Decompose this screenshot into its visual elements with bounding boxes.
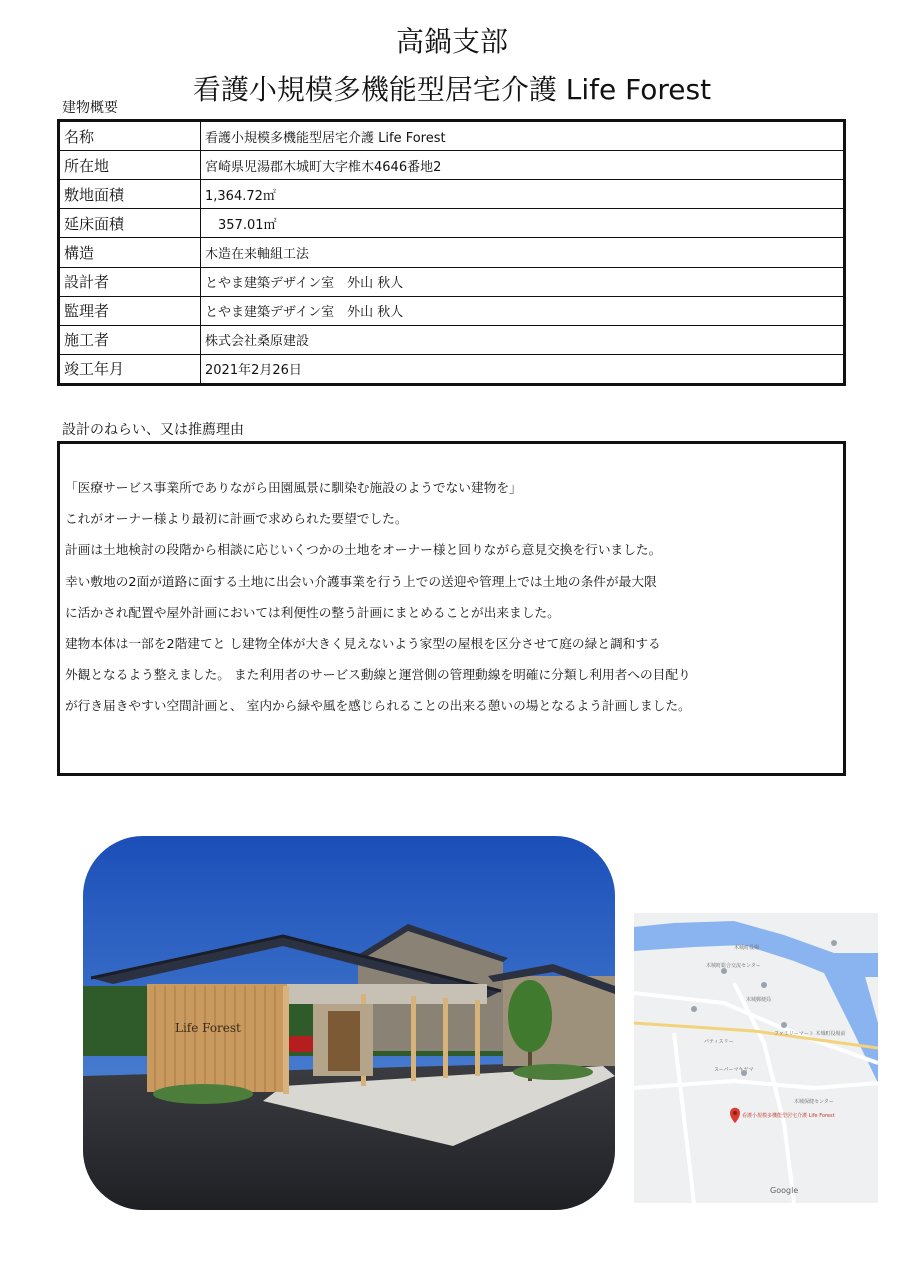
table-row bbox=[59, 354, 845, 384]
text-line: に活かされ配置や屋外計画においては利便性の整う計画にまとめることが出来ました。 bbox=[65, 604, 560, 620]
branch-title: 高鍋支部 bbox=[395, 25, 508, 58]
row-value: 宮崎県児湯郡木城町大字椎木4646番地2 bbox=[201, 151, 845, 180]
text-line: これがオーナー様より最初に計画で求められた要望でした。 bbox=[65, 511, 408, 527]
table-row bbox=[59, 296, 845, 325]
row-value: 1,364.72㎡ bbox=[201, 180, 845, 209]
table-row bbox=[59, 180, 845, 209]
row-value: 357.01㎡ bbox=[201, 209, 845, 238]
table-row bbox=[59, 121, 845, 151]
table-row bbox=[59, 151, 845, 180]
map-poi-label: スーパーマキヤマ bbox=[714, 1067, 754, 1073]
row-key: 施工者 bbox=[59, 325, 201, 354]
map-poi-label: 木城保健センター bbox=[794, 1099, 834, 1105]
map-poi-label: 木城町役場 bbox=[734, 945, 760, 951]
table-row bbox=[59, 238, 845, 267]
location-map-illustration bbox=[634, 913, 878, 1203]
row-key: 設計者 bbox=[59, 267, 201, 296]
building-photo-illustration bbox=[83, 836, 615, 1210]
text-line: 建物本体は一部を2階建てと し建物全体が大きく見えないよう家型の屋根を区分させて庭の緑と調和する bbox=[65, 635, 661, 651]
text-line: 計画は土地検討の段階から相談に応じいくつかの土地をオーナー様と回りながら意見交換を行いました。 bbox=[65, 542, 662, 558]
google-logo: Google bbox=[770, 1186, 799, 1195]
row-key: 敷地面積 bbox=[59, 180, 201, 209]
design-aim-box bbox=[57, 441, 846, 776]
row-value: 木造在来軸組工法 bbox=[201, 238, 845, 267]
map-place-label: 看護小規模多機能型居宅介護 Life Forest bbox=[742, 1113, 835, 1119]
row-key: 名称 bbox=[59, 121, 201, 151]
row-key: 所在地 bbox=[59, 151, 201, 180]
row-value: とやま建築デザイン室 外山 秋人 bbox=[201, 267, 845, 296]
text-line: 「医療サービス事業所でありながら田園風景に馴染む施設のようでない建物を」 bbox=[65, 480, 522, 495]
design-aim-section-label: 設計のねらい、又は推薦理由 bbox=[62, 422, 244, 438]
table-row bbox=[59, 209, 845, 238]
row-key: 竣工年月 bbox=[59, 354, 201, 384]
map-poi-label: 木城町総合交流センター bbox=[706, 963, 761, 969]
project-title: 看護小規模多機能型居宅介護 Life Forest bbox=[192, 73, 712, 106]
text-line: 外観となるよう整えました。 また利用者のサービス動線と運営側の管理動線を明確に分類し利用者への目配り bbox=[65, 667, 691, 683]
table-row bbox=[59, 325, 845, 354]
row-value: とやま建築デザイン室 外山 秋人 bbox=[201, 296, 845, 325]
row-key: 監理者 bbox=[59, 296, 201, 325]
row-value: 2021年2月26日 bbox=[201, 354, 845, 384]
location-map bbox=[634, 913, 878, 1203]
table-row bbox=[59, 267, 845, 296]
map-poi-label: 木城郵便局 bbox=[746, 997, 772, 1003]
row-value: 株式会社桑原建設 bbox=[201, 325, 845, 354]
building-sign: Life Forest bbox=[175, 1021, 241, 1035]
row-value: 看護小規模多機能型居宅介護 Life Forest bbox=[201, 121, 845, 151]
map-poi-label: パティスリー bbox=[704, 1039, 734, 1045]
design-aim-text bbox=[65, 472, 840, 722]
building-photo bbox=[83, 836, 615, 1210]
overview-section-label: 建物概要 bbox=[62, 100, 118, 116]
map-poi-label: ファミリーマート 木城町役場前 bbox=[774, 1031, 846, 1037]
row-key: 構造 bbox=[59, 238, 201, 267]
text-line: が行き届きやすい空間計画と、 室内から緑や風を感じられることの出来る憩いの場となるよう計画しました。 bbox=[65, 698, 691, 714]
building-overview-table bbox=[57, 119, 846, 386]
row-key: 延床面積 bbox=[59, 209, 201, 238]
text-line: 幸い敷地の2面が道路に面する土地に出会い介護事業を行う上での送迎や管理上では土地の条件が最大限 bbox=[65, 573, 657, 589]
